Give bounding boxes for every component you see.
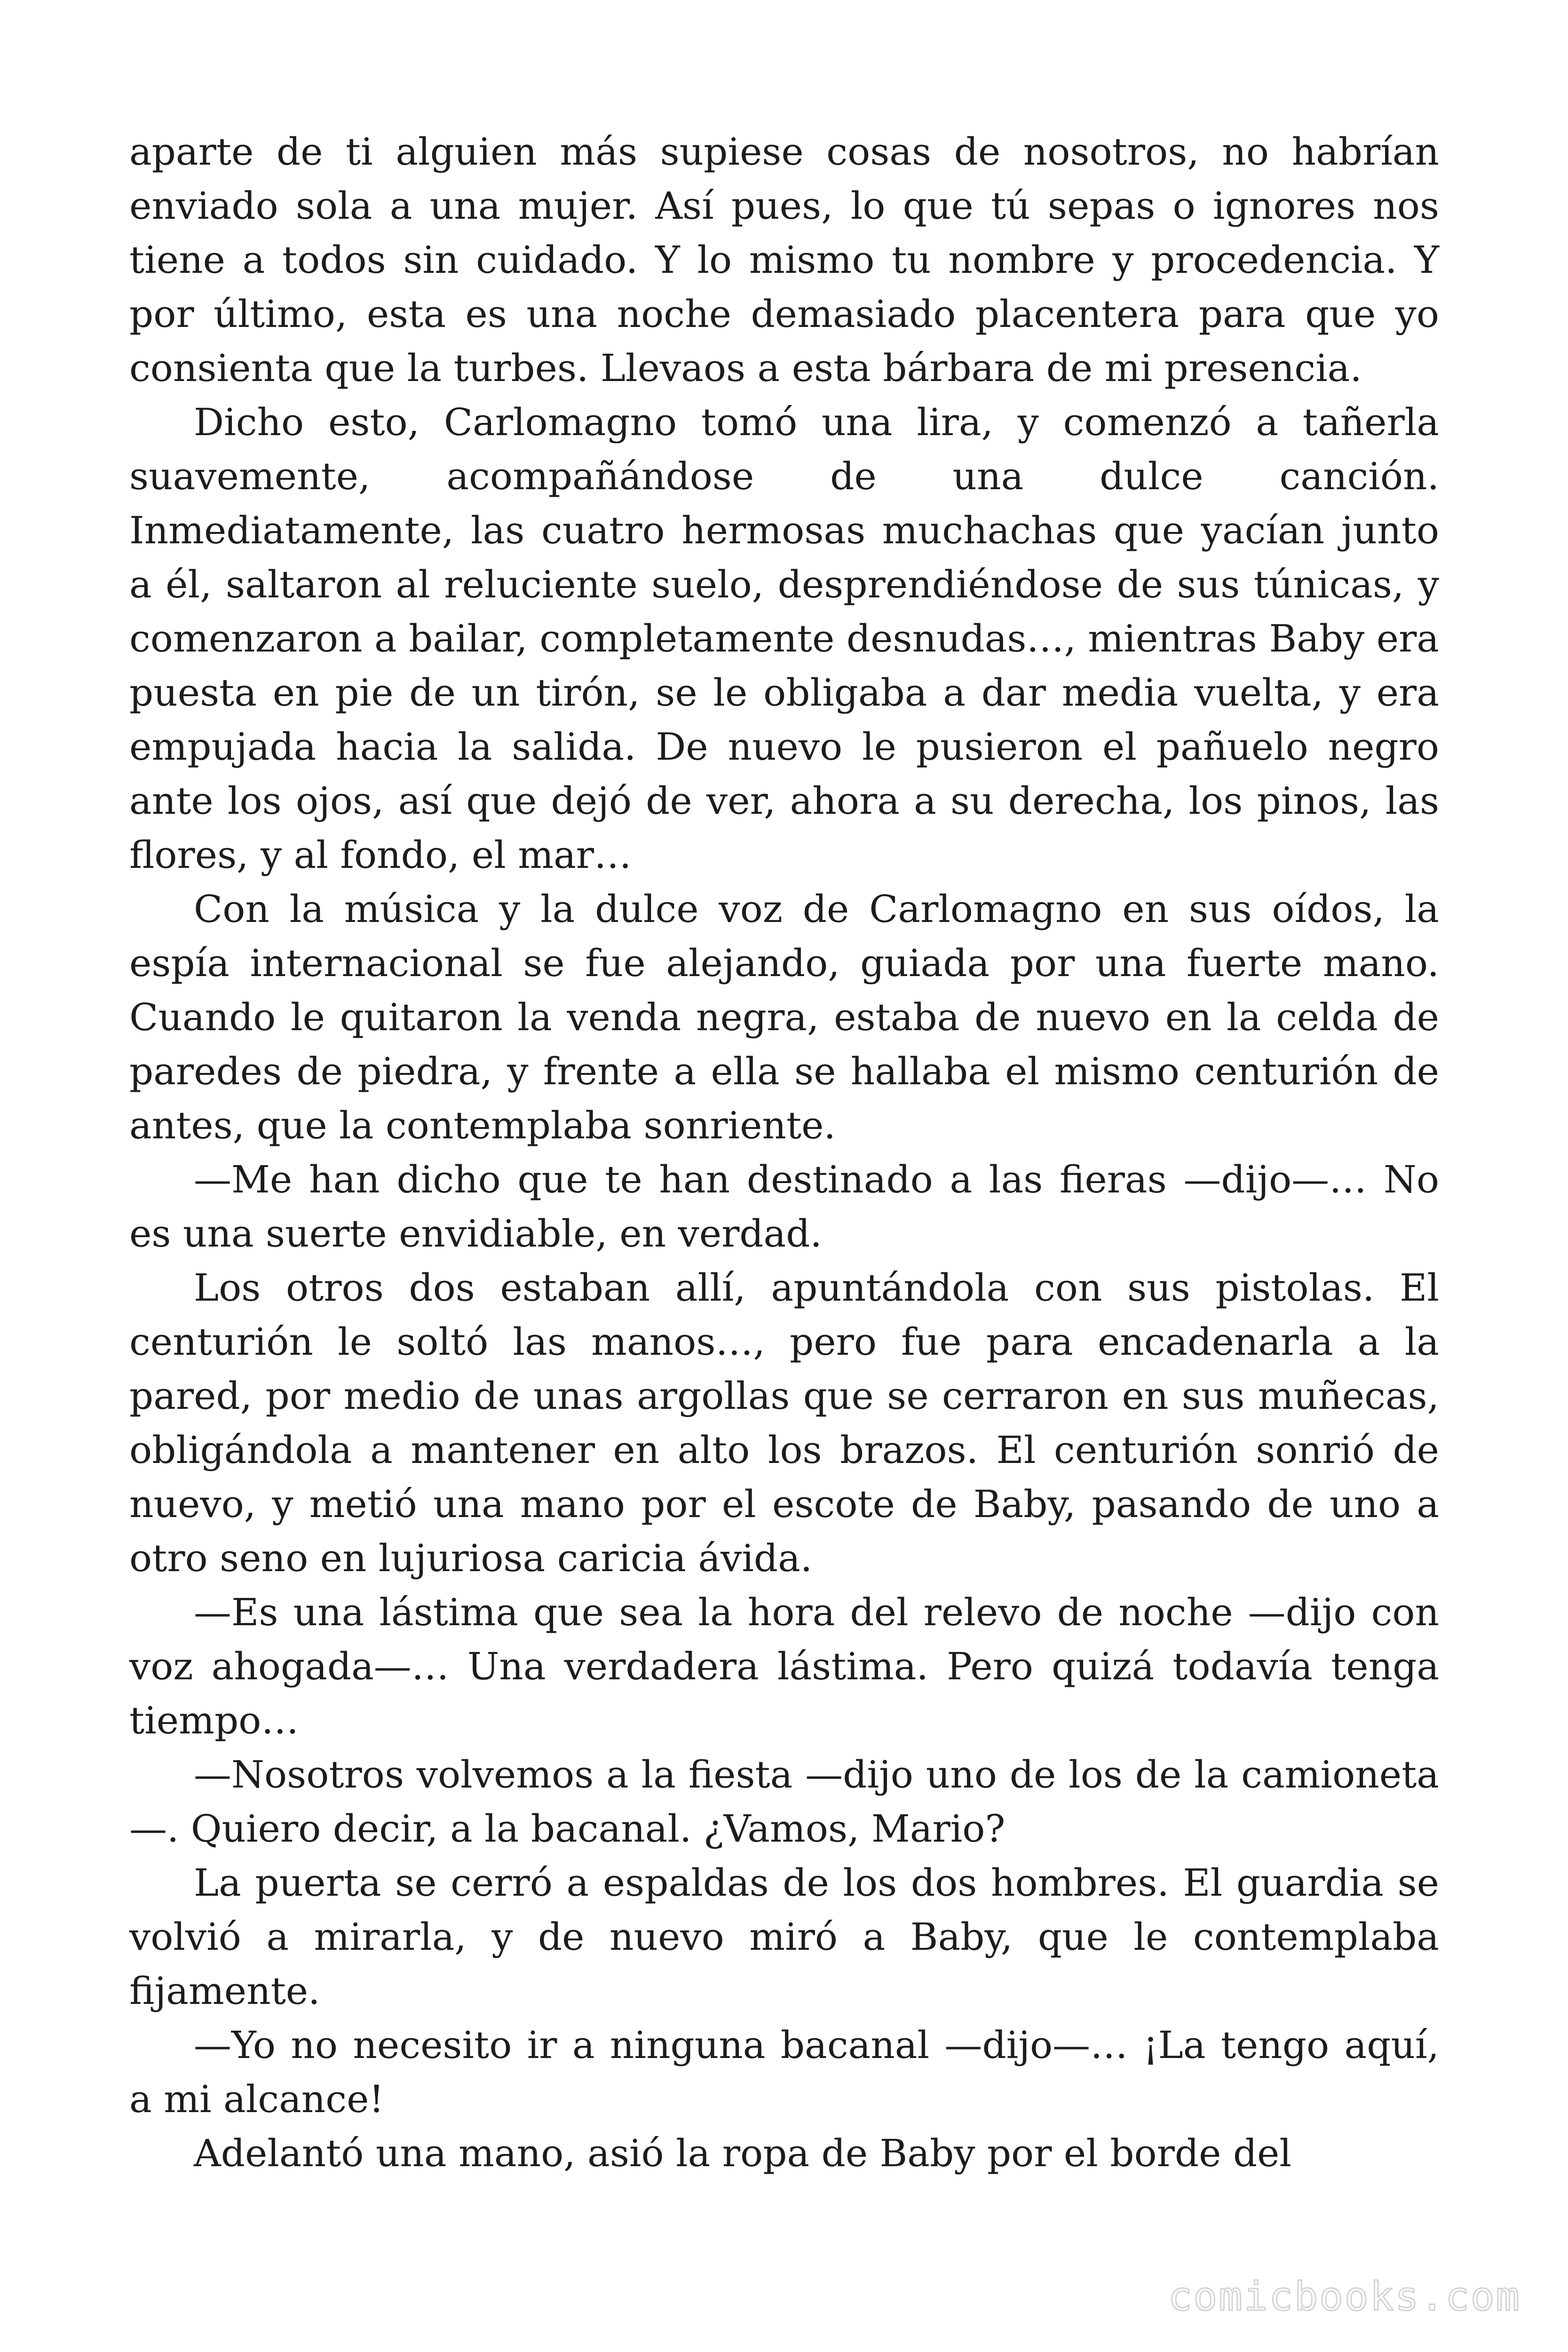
page-text [129, 125, 1439, 2180]
paragraph-5: Los otros dos estaban allí, apuntándola con sus pistolas. El centurión le soltó las manos…, pero fue para encadenarla a la pared, por medio de unas argollas que se cerraron en sus muñecas, obligándola a mantener en alto los brazos. El centurión sonrió de nuevo, y metió una mano por el escote de Baby, pasando de uno a otro seno en lujuriosa caricia ávida. [129, 1266, 1439, 1580]
paragraph-8: La puerta se cerró a espaldas de los dos hombres. El guardia se volvió a mirarla, y de nuevo miró a Baby, que le contemplaba fijamente. [129, 1861, 1439, 2013]
paragraph-9: —Yo no necesito ir a ninguna bacanal —dijo—… ¡La tengo aquí, a mi alcance! [129, 2023, 1439, 2121]
paragraph-10: Adelantó una mano, asió la ropa de Baby por el borde del [194, 2131, 1291, 2175]
paragraph-4: —Me han dicho que te han destinado a las fieras —dijo—… No es una suerte envidiable, en verdad. [129, 1158, 1439, 1255]
paragraph-6: —Es una lástima que sea la hora del relevo de noche —dijo con voz ahogada—… Una verdadera lástima. Pero quizá todavía tenga tiempo… [129, 1590, 1439, 1742]
watermark: comicbooks.com [1168, 2273, 1521, 2320]
paragraph-2: Dicho esto, Carlomagno tomó una lira, y comenzó a tañerla suavemente, acompañándose de una dulce canción. Inmediatamente, las cuatro hermosas muchachas que yacían junto a él, saltaron al reluciente suelo, desprendiéndose de sus túnicas, y comenzaron a bailar, completamente desnudas…, mientras Baby era puesta en pie de un tirón, se le obligaba a dar media vuelta, y era empujada hacia la salida. De nuevo le pusieron el pañuelo negro ante los ojos, así que dejó de ver, ahora a su derecha, los pinos, las flores, y al fondo, el mar… [129, 400, 1439, 877]
paragraph-7: —Nosotros volvemos a la fiesta —dijo uno de los de la camioneta—. Quiero decir, a la bacanal. ¿Vamos, Mario? [129, 1753, 1439, 1851]
paragraph-3: Con la música y la dulce voz de Carlomagno en sus oídos, la espía internacional se fue alejando, guiada por una fuerte mano. Cuando le quitaron la venda negra, estaba de nuevo en la celda de paredes de piedra, y frente a ella se hallaba el mismo centurión de antes, que la contemplaba sonriente. [129, 887, 1439, 1147]
paragraph-1: aparte de ti alguien más supiese cosas de nosotros, no habrían enviado sola a una mujer. Así pues, lo que tú sepas o ignores nos tiene a todos sin cuidado. Y lo mismo tu nombre y procedencia. Y por último, esta es una noche demasiado placentera para que yo consienta que la turbes. Llevaos a esta bárbara de mi presencia. [129, 130, 1439, 390]
